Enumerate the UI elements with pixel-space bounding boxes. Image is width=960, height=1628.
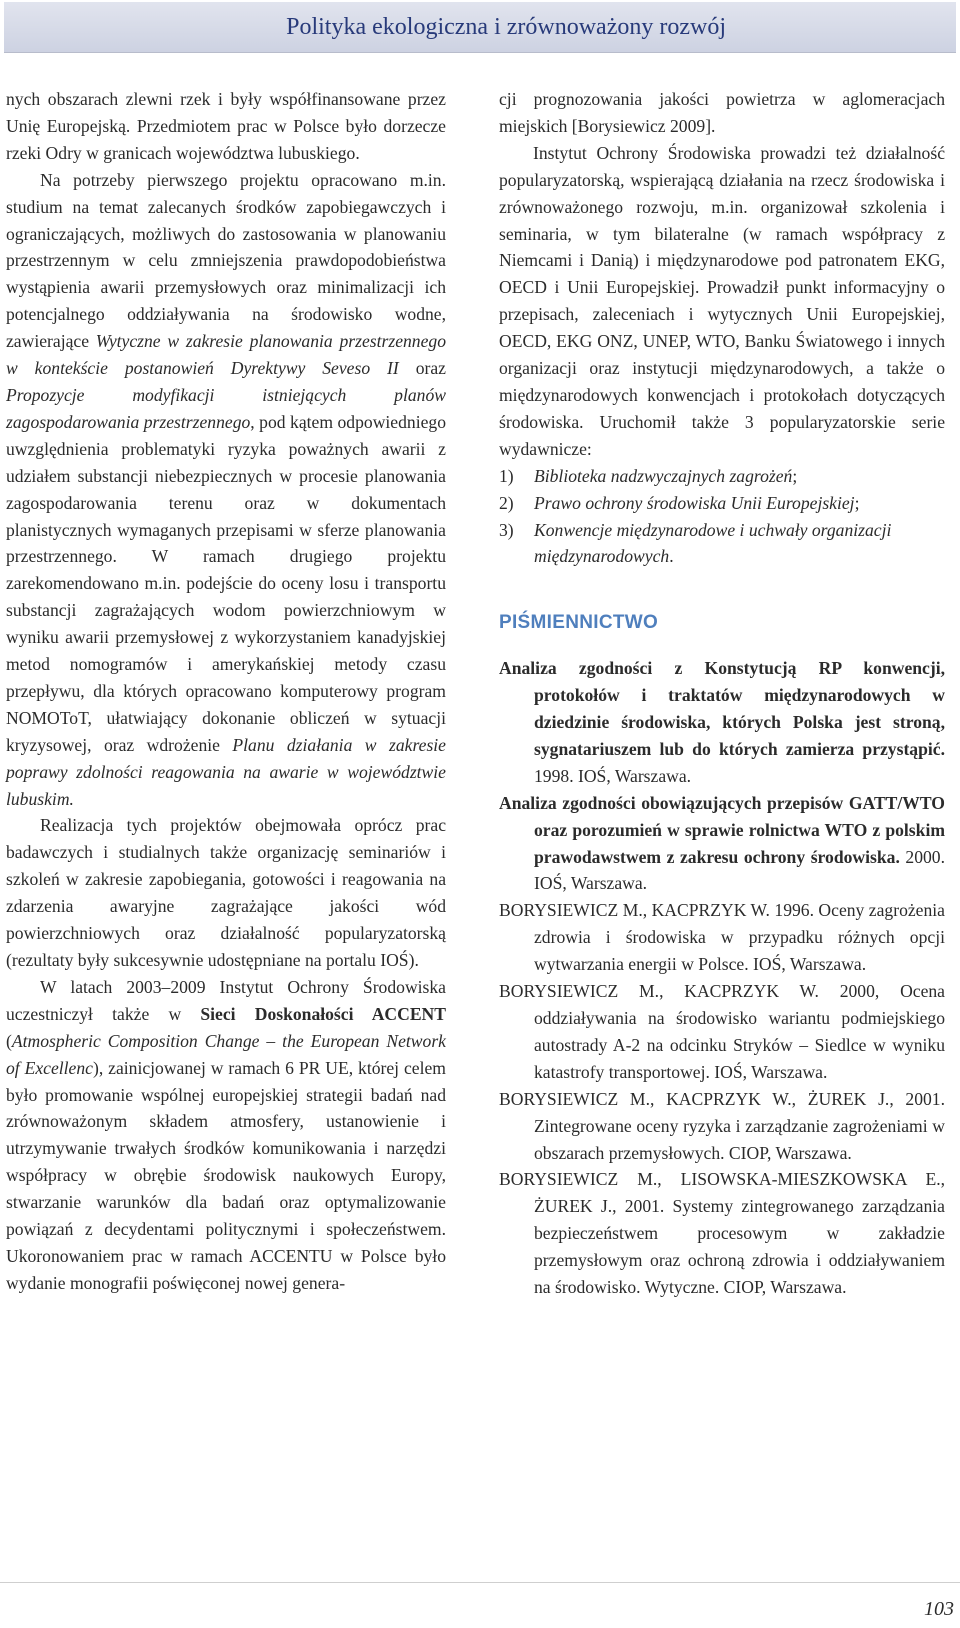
reference-item: BORYSIEWICZ M., KACPRZYK W. 2000, Ocena oddziaływania na środowisko wariantu podmiejskiego autostrady A-2 na odcinku Stryków – Siedlce w wyniku katastrofy transportowej. IOŚ, Warszawa. [499,981,945,1082]
text-run: oraz [398,358,446,379]
paragraph: cji prognozowania jakości powietrza w aglomeracjach miejskich [Borysiewicz 2009]. [499,89,945,136]
reference-details: 1998. IOŚ, Warszawa. [534,765,692,786]
list-item [499,517,945,571]
bold-term: Sieci Doskonałości ACCENT [200,1003,446,1024]
paragraph: Instytut Ochrony Środowiska prowadzi też działalność popularyzatorską, wspierającą działania na rzecz środowiska i zrównoważonego rozwoju, m.in. organizował szkolenia i seminaria, w tym bilateralne (w ramach współpracy z Niemcami i Danią) i międzynarodowe pod patronatem EKG, OECD i Unii Europejskiej. Prowadził punkt informacyjny o przepisach, zaleceniach i wytycznych Unii Europejskiej, OECD, EKG ONZ, UNEP, WTO, Banku Światowego i innych organizacji oraz instytucji międzynarodowych, a także o międzynarodowych konwencjach i protokołach dotyczących środowiska. Uruchomił także 3 popularyzatorskie serie wydawnicze: [499,142,945,459]
reference-item: BORYSIEWICZ M., LISOWSKA-MIESZKOWSKA E., ŻUREK J., 2001. Systemy zintegrowanego zarządzania bezpieczeństwem procesowym w zakładzie przemysłowym oraz ochroną zdrowia i oddziaływaniem na środowisko. Wytyczne. CIOP, Warszawa. [499,1169,945,1298]
reference-title: Analiza zgodności obowiązujących przepisów GATT/WTO oraz porozumień w sprawie rolnictwa WTO z polskim prawodawstwem z zakresu ochrony środowiska. [499,792,945,867]
left-column [6,86,446,1297]
reference-title: Analiza zgodności z Konstytucją RP konwencji, protokołów i traktatów międzynarodowych w dziedzinie środowiska, których Polska jest stroną, sygnatariuszem lub do których zamierza przystąpić. [499,658,945,759]
series-title: Prawo ochrony środowiska Unii Europejskiej [534,492,855,513]
paragraph: nych obszarach zlewni rzek i były współfinansowane przez Unię Europejską. Przedmiotem prac w Polsce było dorzecze rzeki Odry w granicach województwa lubuskiego. [6,89,446,163]
punct: ; [792,465,798,486]
list-item [499,463,945,490]
text-run: ), zainicjowanej w ramach 6 PR UE, której celem było promowanie wspólnej europejskiej strategii badań nad zrównoważonym składem atmosfery, ustanowienie i utrzymywanie trwałych środków komunikowania i narzędzi współpracy w obrębie środowisk naukowych Europy, stwarzanie warunków dla badań oraz optymalizowanie powiązań z decydentami politycznymi i społeczeństwem. Ukoronowaniem prac w ramach ACCENTU w Polsce było wydanie monografii poświęconej nowej genera- [6,1057,446,1293]
paragraph [6,974,446,1297]
reference-details: 2000. IOŚ, Warszawa. [534,846,945,894]
series-title: Biblioteka nadzwyczajnych zagrożeń [534,465,793,486]
page-number: 103 [924,1598,954,1620]
text-run: , pod kątem odpowiedniego uwzględnienia problematyki ryzyka poważnych awarii z udziałem substancji niebezpiecznych w procesie planowania zagospodarowania terenu oraz w dokumentach planistycznych wymaganych przepisami w sferze planowania przestrzennego. W ramach drugiego projektu zarekomendowano m.in. podejście do oceny losu i transportu substancji zagrażających wodom powierzchniowym w wyniku awarii przemysłowej z wykorzystaniem kanadyjskiej metod nomogramów i amerykańskiej metody czasu przepływu, dla których opracowano komputerowy program NOMOToT, ułatwiający dokonanie obliczeń w sytuacji kryzysowej, oraz wdrożenie [6,411,446,755]
text-run: Na potrzeby pierwszego projektu opracowano m.in. studium na temat zalecanych środków zapobiegawczych i ograniczających, możliwych do zastosowania w planowaniu przestrzennym w celu zmniejszenia prawdopodobieństwa wystąpienia awarii przemysłowych oraz minimalizacji ich potencjalnego oddziaływania na środowisko wodne, zawierające [6,169,446,352]
text-run: ( [6,1030,12,1051]
list-number: 2) [499,492,514,513]
reference-list [499,655,945,1301]
paragraph: Realizacja tych projektów obejmowała oprócz prac badawczych i studialnych także organizację seminariów i szkoleń w zakresie zapobiegania, gotowości i reagowania na zdarzenia awaryjne zagrażające jakości wód powierzchniowych oraz działalność popularyzatorską (rezultaty były sukcesywnie udostępniane na portalu IOŚ). [6,815,446,970]
italic-title: Planu działania w zakresie poprawy zdolności reagowania na awarie w województwie lubuskim. [6,734,446,809]
italic-term: Atmospheric Composition Change – the European Network of Excellenc [6,1030,446,1078]
section-title: PIŚMIENNICTWO [499,612,659,634]
italic-title: Propozycje modyfikacji istniejących planów zagospodarowania przestrzennego [6,384,446,432]
publication-series-list [499,463,945,571]
right-column [499,86,945,1301]
reference-item [499,655,945,790]
list-number: 1) [499,465,514,486]
punct: . [669,546,674,567]
paragraph [6,167,446,813]
running-header [4,2,956,53]
footer-divider [0,1582,960,1583]
list-number: 3) [499,519,514,540]
running-header-title: Polityka ekologiczna i zrównoważony rozwój [286,14,726,40]
italic-title: Wytyczne w zakresie planowania przestrzennego w kontekście postanowień Dyrektywy Seveso II [6,331,447,379]
reference-item: BORYSIEWICZ M., KACPRZYK W. 1996. Oceny zagrożenia zdrowia i środowiska w przypadku różnych opcji wytwarzania energii w Polsce. IOŚ, Warszawa. [499,900,945,975]
text-run: W latach 2003–2009 Instytut Ochrony Środowiska uczestniczył także w [6,976,446,1024]
punct: ; [854,492,860,513]
reference-item [499,790,945,898]
list-item [499,490,945,517]
series-title: Konwencje międzynarodowe i uchwały organizacji międzynarodowych [534,519,892,567]
reference-item: BORYSIEWICZ M., KACPRZYK W., ŻUREK J., 2001. Zintegrowane oceny ryzyka i zarządzanie zagrożeniami w obszarach przemysłowych. CIOP, Warszawa. [499,1088,945,1163]
